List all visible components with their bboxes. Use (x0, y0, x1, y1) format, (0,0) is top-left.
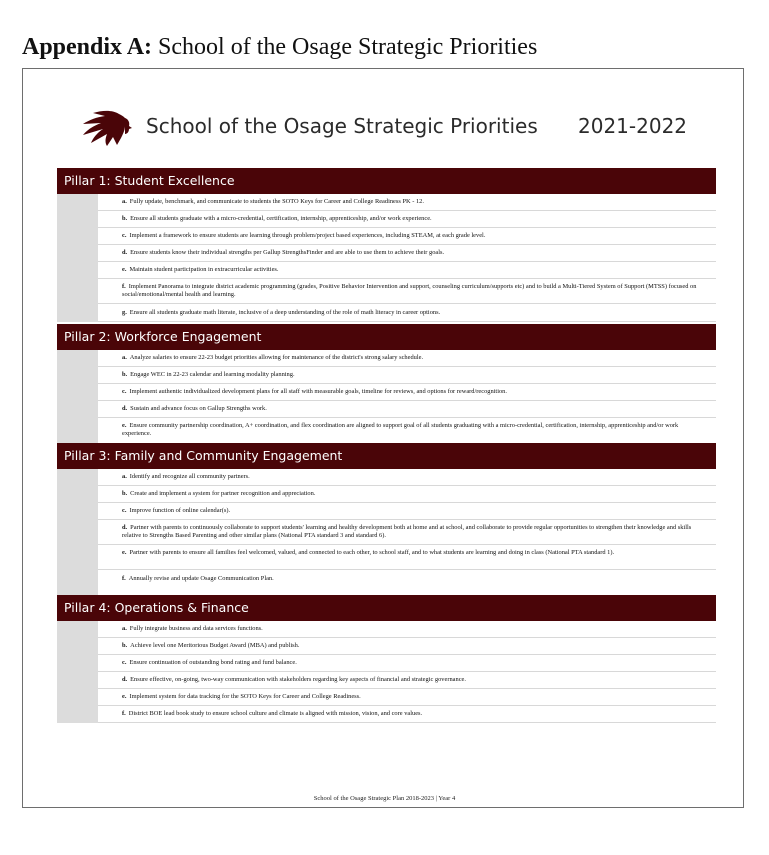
item-letter: b. (122, 490, 128, 497)
pillar-rail (57, 350, 98, 444)
list-item (98, 655, 716, 672)
list-item (98, 304, 716, 322)
item-letter: c. (122, 507, 127, 514)
item-text: Partner with parents to ensure all families feel welcomed, valued, and connected to each other, to school staff, and to what students are learning and doing in class (National PTA standard 1). (129, 549, 615, 556)
item-letter: b. (122, 642, 128, 649)
item-letter: a. (122, 473, 127, 480)
list-item (98, 228, 716, 245)
appendix-heading (22, 34, 537, 61)
list-item (98, 503, 716, 520)
item-letter: b. (122, 215, 128, 222)
pillar-2 (57, 324, 716, 444)
item-letter: a. (122, 625, 127, 632)
list-item (98, 401, 716, 418)
document-title: School of the Osage Strategic Priorities (146, 114, 538, 138)
item-letter: c. (122, 388, 127, 395)
item-letter: b. (122, 371, 128, 378)
list-item (98, 672, 716, 689)
native-headdress-logo-icon (79, 104, 141, 150)
item-text: Achieve level one Meritorious Budget Award (MBA) and publish. (130, 642, 300, 649)
list-item (98, 545, 716, 570)
item-letter: d. (122, 676, 128, 683)
item-letter: g. (122, 309, 127, 316)
item-text: Implement system for data tracking for the SOTO Keys for Career and College Readiness. (129, 693, 361, 700)
item-text: Ensure continuation of outstanding bond rating and fund balance. (129, 659, 297, 666)
item-letter: c. (122, 659, 127, 666)
pillar-rail (57, 469, 98, 596)
item-text: Fully update, benchmark, and communicate to students the SOTO Keys for Career and College Readiness PK - 12. (129, 198, 424, 205)
pillar-items (57, 621, 716, 723)
item-text: Ensure community partnership coordination, A+ coordination, and flex coordination are aligned to support goal of all students graduating with a micro-credential, certification, internship, apprenticeship and/or work experience. (122, 422, 679, 437)
pillar-header: Pillar 1: Student Excellence (57, 168, 716, 194)
item-letter: a. (122, 198, 127, 205)
list-item (98, 211, 716, 228)
item-text: District BOE lead book study to ensure school culture and climate is aligned with mission, vision, and core values. (128, 710, 423, 717)
pillar-4 (57, 595, 716, 723)
pillar-header: Pillar 3: Family and Community Engagement (57, 443, 716, 469)
list-item (98, 350, 716, 367)
item-text: Improve function of online calendar(s). (129, 507, 231, 514)
item-text: Ensure students know their individual strengths per Gallup StrengthsFinder and are able to use them to achieve their goals. (130, 249, 445, 256)
pillar-items (57, 469, 716, 596)
pillar-rail (57, 194, 98, 322)
pillar-1 (57, 168, 716, 322)
list-item (98, 638, 716, 655)
item-text: Fully integrate business and data services functions. (129, 625, 263, 632)
item-text: Identify and recognize all community partners. (129, 473, 250, 480)
item-letter: f. (122, 575, 126, 582)
list-item (98, 706, 716, 723)
item-letter: d. (122, 405, 128, 412)
item-letter: a. (122, 354, 127, 361)
list-item (98, 689, 716, 706)
item-text: Maintain student participation in extracurricular activities. (129, 266, 279, 273)
item-letter: e. (122, 422, 127, 429)
item-text: Sustain and advance focus on Gallup Strengths work. (130, 405, 267, 412)
list-item (98, 469, 716, 486)
item-text: Implement a framework to ensure students are learning through problem/project based experiences, including STEAM, at each grade level. (129, 232, 486, 239)
item-letter: e. (122, 693, 127, 700)
pillar-items (57, 194, 716, 322)
item-letter: d. (122, 249, 128, 256)
list-item (98, 194, 716, 211)
item-letter: e. (122, 266, 127, 273)
item-text: Implement Panorama to integrate district academic programming (grades, Positive Behavior Intervention and support, counseling curriculum/supports etc) and to build a Multi-Tiered System of Support (MTSS) focused on social/emotional/mental health and learning. (122, 283, 697, 298)
appendix-label: Appendix A: (22, 34, 153, 60)
item-text: Create and implement a system for partner recognition and appreciation. (130, 490, 316, 497)
item-letter: f. (122, 283, 126, 290)
item-text: Implement authentic individualized development plans for all staff with measurable goals, timeline for reviews, and options for reward/recognition. (129, 388, 507, 395)
document-year: 2021-2022 (578, 114, 688, 138)
pillar-items (57, 350, 716, 444)
item-letter: f. (122, 710, 126, 717)
list-item (98, 262, 716, 279)
item-text: Engage WEC in 22-23 calendar and learning modality planning. (130, 371, 295, 378)
list-item (98, 367, 716, 384)
list-item (98, 384, 716, 401)
list-item (98, 279, 716, 304)
item-letter: c. (122, 232, 127, 239)
list-item (98, 486, 716, 503)
list-item (98, 418, 716, 444)
pillar-header: Pillar 2: Workforce Engagement (57, 324, 716, 350)
item-text: Analyze salaries to ensure 22-23 budget priorities allowing for maintenance of the district's strong salary schedule. (129, 354, 424, 361)
item-letter: d. (122, 524, 128, 531)
item-text: Annually revise and update Osage Communication Plan. (128, 575, 274, 582)
pillar-header: Pillar 4: Operations & Finance (57, 595, 716, 621)
pillar-rail (57, 621, 98, 723)
item-text: Ensure all students graduate math literate, inclusive of a deep understanding of the role of math literacy in career options. (129, 309, 441, 316)
pillar-3 (57, 443, 716, 596)
list-item (98, 520, 716, 545)
list-item (98, 570, 716, 596)
page-footer: School of the Osage Strategic Plan 2018-2023 | Year 4 (313, 795, 456, 802)
item-text: Ensure effective, on-going, two-way communication with stakeholders regarding key aspects of financial and strategic governance. (130, 676, 466, 683)
appendix-title: School of the Osage Strategic Priorities (158, 34, 538, 60)
item-letter: e. (122, 549, 127, 556)
item-text: Ensure all students graduate with a micro-credential, certification, internship, apprenticeship, and/or work experience. (130, 215, 432, 222)
list-item (98, 245, 716, 262)
list-item (98, 621, 716, 638)
item-text: Partner with parents to continuously collaborate to support students' learning and healthy development both at home and at school, and collaborate to provide regular opportunities to strengthen their knowledge and skills relative to Strengths Based Parenting and other similar plans (National PTA standard 3 and standard 6). (122, 524, 692, 539)
